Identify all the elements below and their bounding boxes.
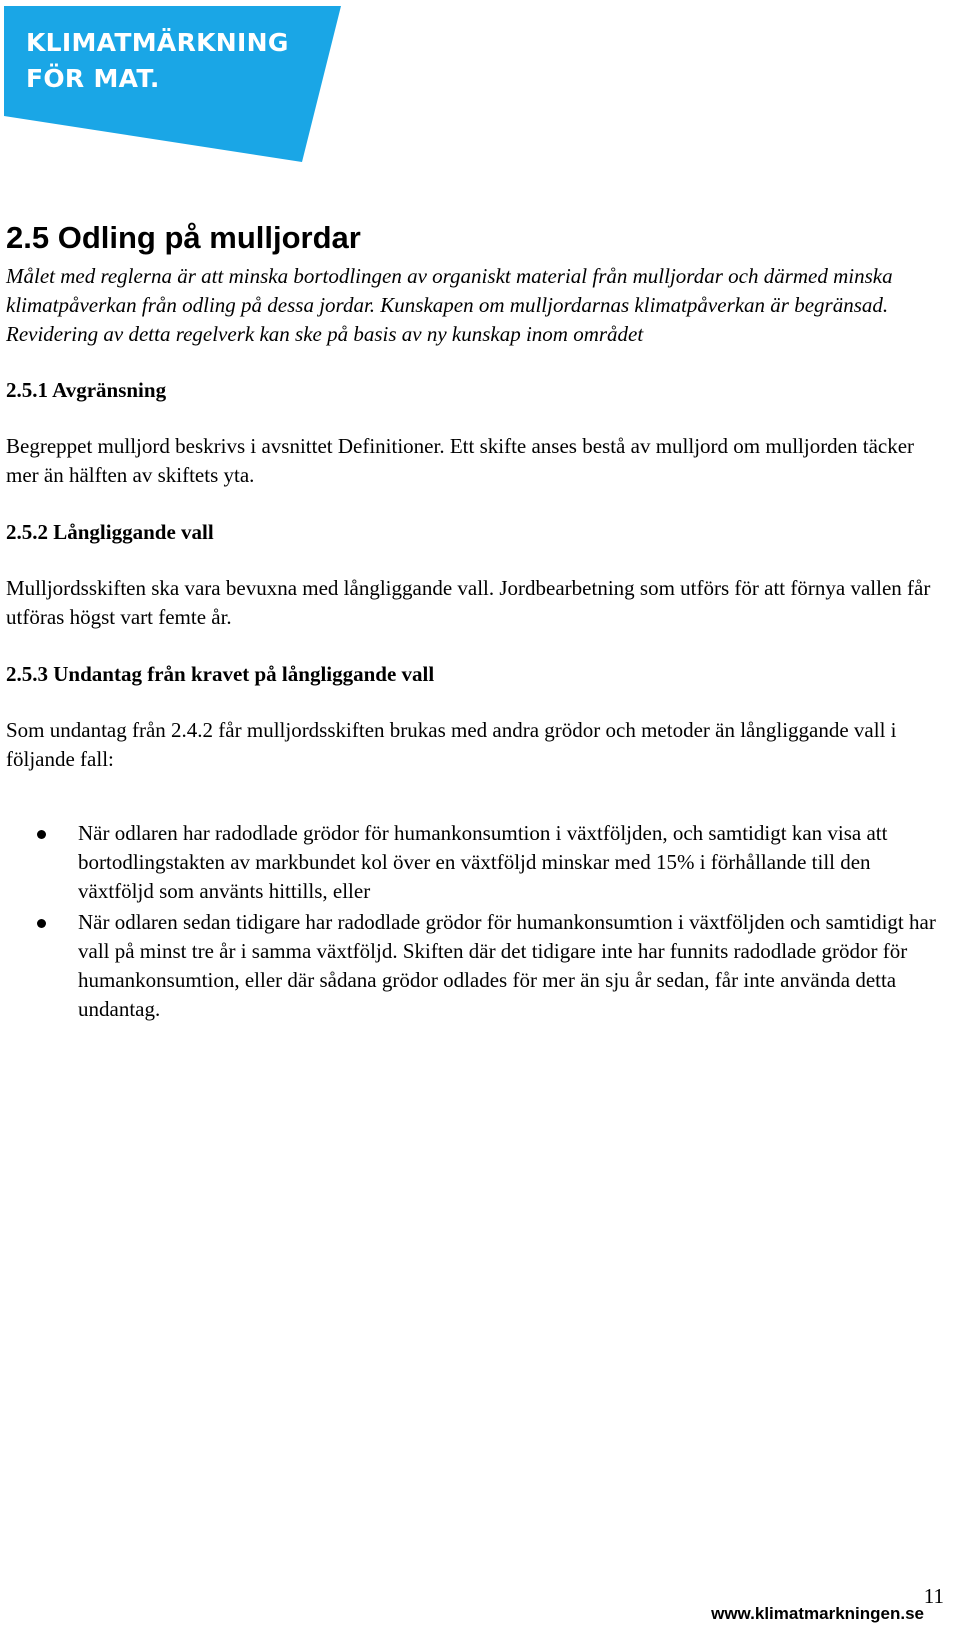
subsection-text-2-5-1: Begreppet mulljord beskrivs i avsnittet Definitioner. Ett skifte anses bestå av mulljord om mulljorden täcker mer än hälften av skiftets yta. — [6, 434, 915, 487]
bullet-icon — [37, 919, 46, 928]
footer-url[interactable]: www.klimatmarkningen.se — [711, 1604, 924, 1623]
list-item — [6, 819, 950, 906]
subsection-heading-2-5-3: 2.5.3 Undantag från kravet på långliggande vall — [6, 662, 435, 686]
bullet-icon — [37, 830, 46, 839]
subsection-text-2-5-2: Mulljordsskiften ska vara bevuxna med långliggande vall. Jordbearbetning som utförs för att förnya vallen får utföras högst vart femte år. — [6, 576, 931, 629]
list-item — [6, 908, 950, 1024]
subsection-heading-2-5-2: 2.5.2 Långliggande vall — [6, 520, 214, 544]
list-item-text: När odlaren har radodlade grödor för humankonsumtion i växtföljden, och samtidigt kan visa att bortodlingstakten av markbundet kol över en växtföljd minskar med 15% i förhållande till den växtföljd som använts hittills, eller — [78, 821, 888, 903]
logo — [4, 6, 354, 162]
page-number: 11 — [923, 1584, 944, 1608]
subsection-heading-2-5-1: 2.5.1 Avgränsning — [6, 378, 167, 402]
logo-text-line-1: KLIMATMÄRKNING — [26, 28, 289, 57]
list-item-text: När odlaren sedan tidigare har radodlade grödor för humankonsumtion i växtföljden och samtidigt har vall på minst tre år i samma växtföljd. Skiften där det tidigare inte har funnits radodlade grödor för humankonsumtion, eller där sådana grödor odlades för mer än sju år sedan, får inte använda detta undantag. — [78, 910, 936, 1021]
document-body — [6, 218, 950, 1026]
section-title: 2.5 Odling på mulljordar — [6, 220, 361, 255]
subsection-text-2-5-3: Som undantag från 2.4.2 får mulljordsskiften brukas med andra grödor och metoder än långliggande vall i följande fall: — [6, 718, 897, 771]
section-intro: Målet med reglerna är att minska bortodlingen av organiskt material från mulljordar och därmed minska klimatpåverkan från odling på dessa jordar. Kunskapen om mulljordarnas klimatpåverkan är begränsad. Revidering av detta regelverk kan ske på basis av ny kunskap inom området — [6, 264, 893, 346]
logo-text-line-2: FÖR MAT. — [26, 64, 160, 93]
exception-list — [6, 819, 950, 1024]
